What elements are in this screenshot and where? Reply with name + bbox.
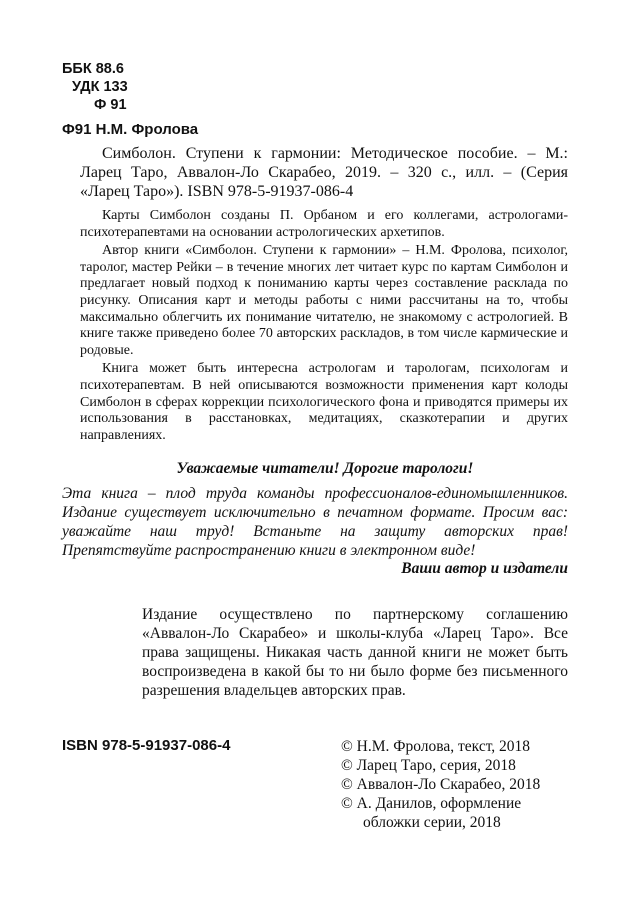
copyright-series: © Ларец Таро, серия, 2018 <box>341 757 516 774</box>
copyright-publisher: © Аввалон-Ло Скарабео, 2018 <box>341 776 541 793</box>
copyright-text: © Н.М. Фролова, текст, 2018 <box>341 738 531 755</box>
bibliographic-description <box>80 144 568 201</box>
bibliographic-text: Симболон. Ступени к гармонии: Методическое пособие. – М.: Ларец Таро, Аввалон-Ло Скарабео, 2019. – 320 с., илл. – (Серия «Ларец Таро»). ISBN 978-5-91937-086-4 <box>80 145 568 200</box>
annotation <box>80 208 568 444</box>
copyright-cover-cont: обложки серии, 2018 <box>363 814 501 831</box>
author-mark: Ф 91 <box>94 97 127 113</box>
annotation-paragraph: Карты Симболон созданы П. Орбаном и его коллегами, астрологами-психотерапевтами на основании астрологических архетипов. <box>80 208 568 240</box>
rights-text: Издание осуществлено по партнерскому соглашению «Аввалон-Ло Скарабео» и школы-клуба «Ларец Таро». Все права защищены. Никакая часть данной книги не может быть воспроизведена в какой бы то ни было форме без письменного разрешения владельцев авторских прав. <box>142 606 568 699</box>
bbk-code: ББК 88.6 <box>62 61 124 77</box>
copyright-block <box>341 737 581 832</box>
appeal-signature: Ваши автор и издатели <box>401 560 568 577</box>
appeal-body: Эта книга – плод труда команды профессионалов-единомышленников. Издание существует исключительно в печатном формате. Просим вас: уважайте наш труд! Встаньте на защиту авторских прав! Препятствуйте распространению книги в электронном виде! <box>62 485 568 559</box>
annotation-paragraph: Книга может быть интересна астрологам и тарологам, психологам и психотерапевтам. В ней описываются возможности применения карт колоды Симболон в сферах коррекции психологического фона и приводятся примеры их использования в расстановках, медитациях, сказкотерапии и других направлениях. <box>80 361 568 443</box>
appeal-heading: Уважаемые читатели! Дорогие тарологи! <box>176 460 474 477</box>
isbn: ISBN 978-5-91937-086-4 <box>62 737 231 754</box>
annotation-paragraph: Автор книги «Симболон. Ступени к гармонии» – Н.М. Фролова, психолог, таролог, мастер Рейки – в течение многих лет читает курс по картам Симболон и предлагает новый подход к пониманию карты через составление расклада по рисунку. Описания карт и методы работы с ними рассчитаны на то, чтобы максимально облегчить их понимание читателю, не знакомому с астрологией. В книге также приведено более 70 авторских раскладов, в том числе кармические и родовые. <box>80 243 568 358</box>
author-heading: Ф91 Н.М. Фролова <box>62 121 199 138</box>
udk-code: УДК 133 <box>72 79 128 95</box>
rights-notice <box>142 605 568 700</box>
copyright-cover: © А. Данилов, оформление <box>341 795 522 812</box>
classification-codes <box>62 60 128 114</box>
